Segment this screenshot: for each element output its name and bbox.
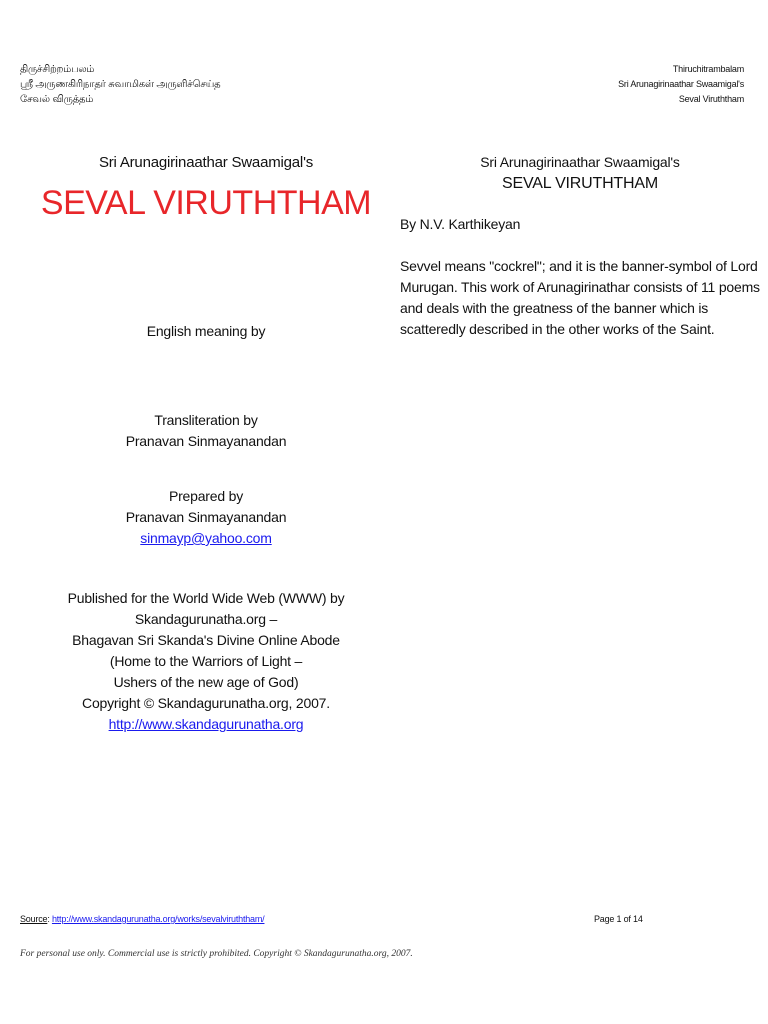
intro-subtitle: Sri Arunagirinaathar Swaamigal's xyxy=(480,154,680,170)
prepared-credit xyxy=(20,486,392,549)
source-separator: : xyxy=(47,914,52,924)
header-tamil-line: சேவல் விருத்தம் xyxy=(20,94,94,105)
header-english xyxy=(618,62,744,107)
source-link[interactable]: http://www.skandagurunatha.org/works/sevalviruththam/ xyxy=(51,914,265,924)
publication-line: (Home to the Warriors of Light – xyxy=(109,653,303,669)
prepared-label: Prepared by xyxy=(168,488,244,504)
header-english-line: Seval Viruththam xyxy=(678,94,744,104)
website-link[interactable]: http://www.skandagurunatha.org xyxy=(108,716,304,732)
header-tamil-line: ஸ்ரீ அருணகிரிநாதர் சுவாமிகள் அருளிச்செய்த xyxy=(20,79,221,90)
transliteration-name: Pranavan Sinmayanandan xyxy=(125,433,287,449)
header-tamil-line: திருச்சிற்றம்பலம் xyxy=(20,64,95,75)
publication-line: Bhagavan Sri Skanda's Divine Online Abode xyxy=(72,632,340,648)
publication-line: Skandagurunatha.org – xyxy=(134,611,278,627)
header-tamil xyxy=(20,62,220,107)
intro-byline: By N.V. Karthikeyan xyxy=(400,216,521,232)
prepared-name: Pranavan Sinmayanandan xyxy=(125,509,287,525)
usage-notice: For personal use only. Commercial use is strictly prohibited. Copyright © Skandagurunatha.org, 2007. xyxy=(20,949,413,959)
transliteration-label: Transliteration by xyxy=(154,412,258,428)
email-link[interactable]: sinmayp@yahoo.com xyxy=(140,530,272,546)
intro-paragraph: Sevvel means "cockrel"; and it is the banner-symbol of Lord Murugan. This work of Arunagirinathar consists of 11 poems and deals with the greatness of the banner which is scatteredly described in the other works of the Saint. xyxy=(400,258,760,337)
footer-source xyxy=(20,914,264,924)
source-label: Source xyxy=(20,914,48,924)
header-english-line: Sri Arunagirinaathar Swaamigal's xyxy=(618,79,744,89)
work-subtitle: Sri Arunagirinaathar Swaamigal's xyxy=(98,154,314,171)
header-english-line: Thiruchitrambalam xyxy=(672,64,744,74)
publication-notice xyxy=(20,588,392,735)
introduction-column xyxy=(400,152,760,340)
work-title: SEVAL VIRUTHTHAM xyxy=(40,184,372,222)
intro-title: SEVAL VIRUTHTHAM xyxy=(502,175,658,192)
publication-line: Published for the World Wide Web (WWW) by xyxy=(67,590,345,606)
page-number: Page 1 of 14 xyxy=(594,914,643,924)
title-page-column xyxy=(20,152,392,735)
publication-line: Ushers of the new age of God) xyxy=(113,674,299,690)
copyright-line: Copyright © Skandagurunatha.org, 2007. xyxy=(82,695,330,711)
transliteration-credit xyxy=(20,410,392,452)
english-meaning-credit: English meaning by xyxy=(146,323,266,339)
